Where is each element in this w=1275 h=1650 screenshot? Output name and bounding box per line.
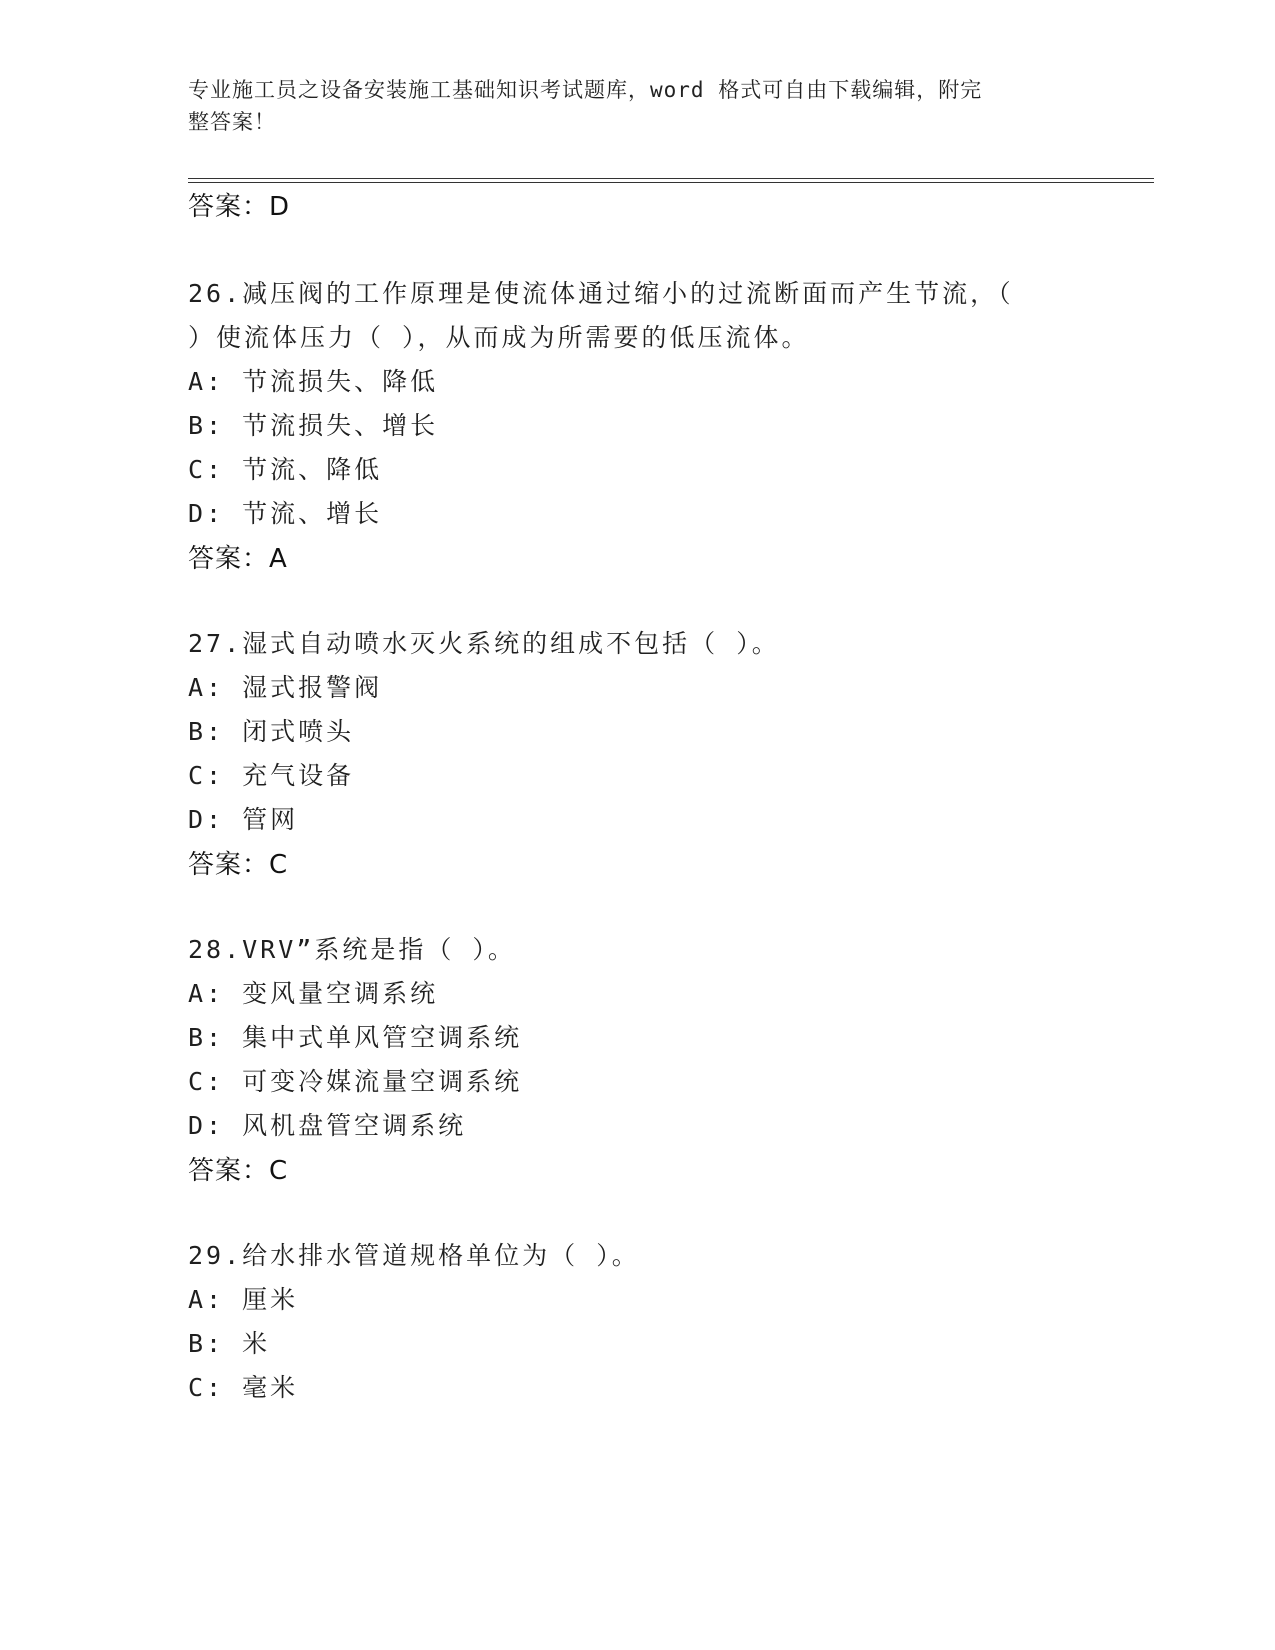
question-26-option-b: B: 节流损失、增长 [188,411,439,440]
question-26-option-a: A: 节流损失、降低 [188,367,439,396]
question-29-option-b: B: 米 [188,1329,271,1358]
question-26-option-d: D: 节流、增长 [188,499,383,528]
question-26-option-c: C: 节流、降低 [188,455,383,484]
question-27-option-d: D: 管网 [188,805,299,834]
header-line-2: 整答案！ [188,110,276,134]
question-27-option-b: B: 闭式喷头 [188,717,355,746]
question-28-answer: 答案：C [188,1156,289,1186]
question-27-answer: 答案：C [188,850,289,880]
question-29-stem: 29.给水排水管道规格单位为（ ）。 [188,1241,640,1270]
question-28-stem: 28.VRV”系统是指（ ）。 [188,935,516,964]
question-26-stem-line-2: ）使流体压力（ ），从而成为所需要的低压流体。 [188,323,810,352]
header-line-1: 专业施工员之设备安装施工基础知识考试题库，word 格式可自由下载编辑，附完 [188,78,983,102]
question-28-option-a: A: 变风量空调系统 [188,979,439,1008]
question-27-option-c: C: 充气设备 [188,761,355,790]
question-26-stem-line-1: 26.减压阀的工作原理是使流体通过缩小的过流断面而产生节流，（ [188,279,1014,308]
previous-answer: 答案：D [188,192,291,222]
question-26-answer: 答案：A [188,544,288,574]
question-28-option-c: C: 可变冷媒流量空调系统 [188,1067,523,1096]
question-27-stem: 27.湿式自动喷水灭火系统的组成不包括（ ）。 [188,629,780,658]
question-29-option-a: A: 厘米 [188,1285,299,1314]
question-29-option-c: C: 毫米 [188,1373,299,1402]
header-divider [188,178,1154,183]
question-28-option-b: B: 集中式单风管空调系统 [188,1023,523,1052]
question-27-option-a: A: 湿式报警阀 [188,673,383,702]
document-header [188,74,1088,138]
question-28-option-d: D: 风机盘管空调系统 [188,1111,467,1140]
